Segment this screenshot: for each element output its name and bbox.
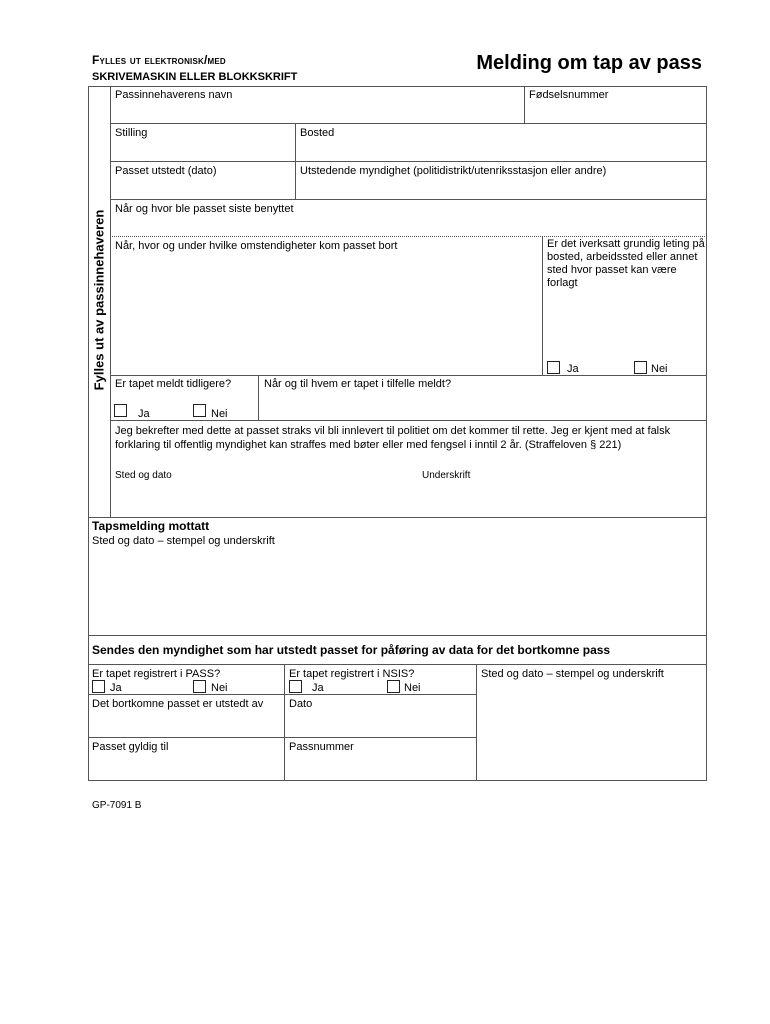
divider (110, 199, 707, 200)
registered-nsis-label: Er tapet registrert i NSIS? (289, 668, 415, 680)
holder-section (88, 86, 707, 518)
nsis-no-checkbox[interactable] (387, 680, 400, 693)
search-done-label: Er det iverksatt grundig leting på bosted, arbeidssted eller annet sted hvor passet kan være forlagt (547, 238, 705, 289)
issuing-authority-label: Utstedende myndighet (politidistrikt/utenriksstasjon eller andre) (300, 165, 607, 177)
instruction-line-2: SKRIVEMASKIN ELLER BLOKKSKRIFT (92, 71, 298, 83)
date-label: Dato (289, 698, 313, 710)
divider (476, 664, 477, 781)
pass-no-label: Nei (211, 682, 228, 694)
reported-no-checkbox[interactable] (193, 404, 206, 417)
holder-name-label: Passinnehaverens navn (115, 89, 233, 101)
circumstances-label: Når, hvor og under hvilke omstendigheter kom passet bort (115, 240, 398, 252)
divider (110, 420, 707, 421)
nsis-no-label: Nei (404, 682, 421, 694)
nsis-yes-label: Ja (312, 682, 324, 694)
form-code: GP-7091 B (92, 800, 142, 811)
divider (88, 694, 476, 695)
place-date-label: Sted og dato (115, 470, 172, 481)
birth-number-label: Fødselsnummer (529, 89, 609, 101)
divider (110, 236, 707, 237)
search-no-checkbox[interactable] (634, 361, 647, 374)
position-label: Stilling (115, 127, 148, 139)
valid-until-label: Passet gyldig til (92, 741, 169, 753)
reported-yes-checkbox[interactable] (114, 404, 127, 417)
stamp-label: Sted og dato – stempel og underskrift (481, 668, 664, 680)
signature-label: Underskrift (422, 470, 471, 481)
reported-before-label: Er tapet meldt tidligere? (115, 378, 232, 390)
nsis-yes-checkbox[interactable] (289, 680, 302, 693)
last-used-label: Når og hvor ble passet siste benyttet (115, 203, 294, 215)
search-no-label: Nei (651, 363, 668, 375)
residence-label: Bosted (300, 127, 335, 139)
issued-date-label: Passet utstedt (dato) (115, 165, 217, 177)
divider (284, 664, 285, 781)
reported-when-label: Når og til hvem er tapet i tilfelle meldt? (264, 378, 452, 390)
divider (258, 375, 259, 421)
pass-yes-checkbox[interactable] (92, 680, 105, 693)
side-divider (110, 86, 111, 518)
reported-yes-label: Ja (138, 408, 150, 420)
divider (110, 123, 707, 124)
registered-pass-label: Er tapet registrert i PASS? (92, 668, 221, 680)
search-yes-label: Ja (567, 363, 579, 375)
divider (88, 664, 707, 665)
send-heading: Sendes den myndighet som har utstedt passet for påføring av data for det bortkomne pass (92, 643, 611, 657)
divider (110, 161, 707, 162)
search-yes-checkbox[interactable] (547, 361, 560, 374)
page-title: Melding om tap av pass (476, 52, 702, 74)
divider (524, 86, 525, 124)
received-sub: Sted og dato – stempel og underskrift (92, 535, 275, 547)
instruction-line-1: Fylles ut elektronisk/med (92, 53, 226, 67)
declaration-text: Jeg bekrefter med dette at passet straks vil bli innlevert til politiet om det kommer til rette. Jeg er kjent med at falsk forklaring til offentlig myndighet kan straffes med bøter eller med fengsel i inntil 2 år. (Straffeloven § 221) (115, 425, 671, 451)
reported-no-label: Nei (211, 408, 228, 420)
divider (88, 737, 476, 738)
passport-number-label: Passnummer (289, 741, 354, 753)
divider (542, 236, 543, 376)
received-heading: Tapsmelding mottatt (92, 519, 210, 533)
issued-at-label: Det bortkomne passet er utstedt av (92, 698, 264, 710)
pass-yes-label: Ja (110, 682, 122, 694)
pass-no-checkbox[interactable] (193, 680, 206, 693)
divider (110, 375, 707, 376)
